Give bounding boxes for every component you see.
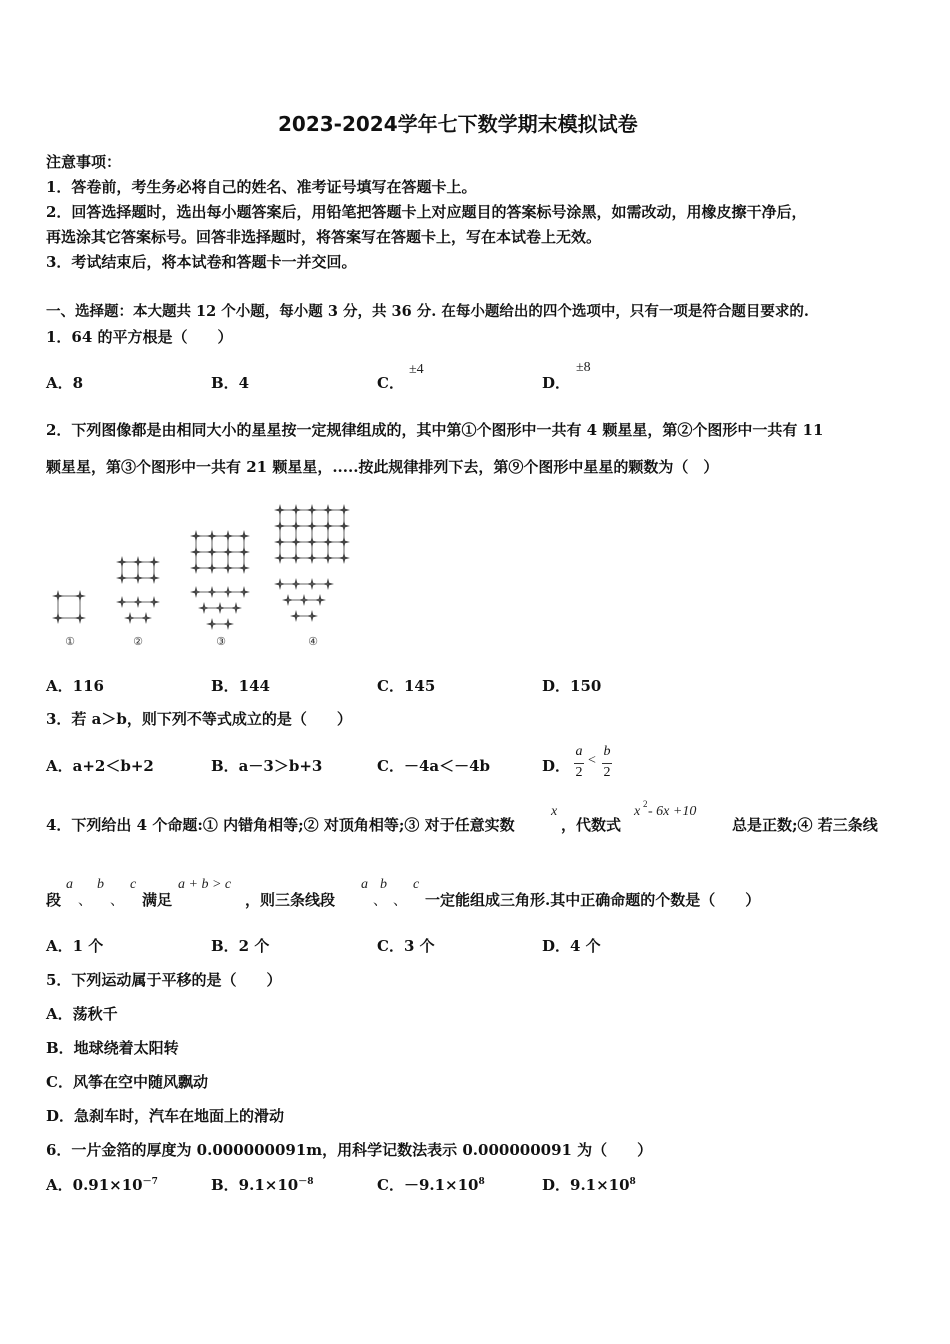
q4-var-b: b [97, 877, 104, 892]
q6-option-d: D．$9.1\times 10^8$ [542, 1176, 636, 1194]
q2-option-c: C．145 [377, 677, 436, 695]
q1-option-a: A．8 [46, 374, 84, 392]
q3-d-denominator-b: 2 [603, 765, 611, 780]
q4-var-a: a [66, 877, 73, 892]
q4-option-d: D．4 个 [542, 937, 601, 955]
star-shape [338, 552, 350, 564]
star-pattern-figure [46, 496, 356, 652]
star-shape [148, 556, 160, 568]
q4-var-c2: c [413, 877, 420, 892]
q4-stem-line1: 4．下列给出 4 个命题:① 内错角相等;② 对顶角相等;③ 对于任意实数 [46, 816, 515, 834]
star-shape [290, 536, 302, 548]
q3-d-less-than: < [588, 753, 596, 768]
q4-var-a2: a [361, 877, 368, 892]
q3-d-numerator-b: b [603, 744, 611, 759]
notice-item-2-cont: 再选涂其它答案标号。回答非选择题时，将答案写在答题卡上，写在本试卷上无效。 [46, 228, 602, 246]
star-shape [274, 504, 286, 516]
star-shape [190, 530, 202, 542]
notice-item-1: 1．答卷前，考生务必将自己的姓名、准考证号填写在答题卡上。 [46, 178, 477, 196]
notice-item-3: 3．考试结束后，将本试卷和答题卡一并交回。 [46, 253, 357, 271]
star-shape [206, 546, 218, 558]
q3-option-a: A．a+2＜b+2 [46, 757, 154, 775]
q5-option-a: A．荡秋千 [46, 1005, 118, 1023]
star-shape [74, 612, 86, 624]
q3-option-c: C．－4a＜－4b [377, 757, 491, 775]
q2-option-b: B．144 [211, 677, 270, 695]
fig-label-1: ① [65, 635, 75, 648]
star-shape [322, 536, 334, 548]
q1-option-d: D． [542, 374, 571, 392]
q2-stem-line2: 颗星星，第③个图形中一共有 21 颗星星，.....按此规律排列下去，第⑨个图形中星星的颗数为（ ） [46, 458, 719, 476]
notice-item-2: 2．回答选择题时，选出每小题答案后，用铅笔把答题卡上对应题目的答案标号涂黑，如需改动，用橡皮擦干净后， [46, 203, 807, 221]
q4-var-c: c [130, 877, 137, 892]
star-shape [74, 590, 86, 602]
star-shape [52, 612, 64, 624]
q4-algebra-label: ，代数式 [561, 816, 622, 834]
q4-sep-3: 、 [373, 894, 387, 909]
q4-var-b2: b [380, 877, 387, 892]
star-shape [322, 552, 334, 564]
star-shape [338, 536, 350, 548]
star-shape [274, 520, 286, 532]
star-shape [222, 530, 234, 542]
star-shape [222, 562, 234, 574]
star-shape [238, 530, 250, 542]
q3-d-numerator-a: a [575, 744, 583, 759]
star-shape [274, 536, 286, 548]
q4-option-c: C．3 个 [377, 937, 435, 955]
q1-option-d-math: ±8 [576, 360, 591, 375]
star-shape [306, 536, 318, 548]
q5-option-c: C．风筝在空中随风飘动 [46, 1073, 208, 1091]
star-shape [290, 504, 302, 516]
q1-stem: 1．64 的平方根是（ ） [46, 328, 233, 346]
star-shape [190, 546, 202, 558]
q4-inequality: a + b > c [178, 877, 232, 892]
q2-option-d: D．150 [542, 677, 602, 695]
star-shape [132, 572, 144, 584]
star-shape [206, 530, 218, 542]
q4-poly-rest: - 6x +10 [648, 804, 697, 819]
q4-option-b: B．2 个 [211, 937, 270, 955]
star-shape [52, 590, 64, 602]
star-shape [338, 520, 350, 532]
star-shape [238, 546, 250, 558]
q3-d-fraction-bar-a [574, 763, 584, 764]
q5-option-b: B．地球绕着太阳转 [46, 1039, 179, 1057]
star-shape [116, 556, 128, 568]
q3-stem: 3．若 a＞b，则下列不等式成立的是（ ） [46, 710, 352, 728]
page-title: 2023-2024学年七下数学期末模拟试卷 [278, 112, 638, 136]
q4-stem-line2-start: 段 [46, 891, 62, 909]
q4-var-x: x [551, 804, 558, 819]
star-shape [306, 504, 318, 516]
fig-label-4: ④ [308, 635, 318, 648]
q6-option-b: B．$9.1\times 10^{-8}$ [211, 1176, 314, 1194]
star-shape [290, 520, 302, 532]
q4-sep-1: 、 [78, 894, 92, 909]
fig-label-2: ② [133, 635, 143, 648]
star-shape [116, 572, 128, 584]
q4-stem-line2-end: 一定能组成三角形.其中正确命题的个数是（ ） [425, 891, 761, 909]
star-shape [306, 520, 318, 532]
star-shape [322, 520, 334, 532]
star-shape [148, 572, 160, 584]
star-shape [190, 562, 202, 574]
star-shape [238, 562, 250, 574]
q4-stem-line1-end: 总是正数;④ 若三条线 [732, 816, 878, 834]
q4-sep-4: 、 [393, 894, 407, 909]
q6-stem: 6．一片金箔的厚度为 0.000000091m，用科学记数法表示 0.000000091 为（ ） [46, 1141, 653, 1159]
star-shape [290, 552, 302, 564]
q3-d-fraction-bar-b [602, 763, 612, 764]
star-shape [306, 552, 318, 564]
q4-then-label: ，则三条线段 [245, 891, 336, 909]
q5-stem: 5．下列运动属于平移的是（ ） [46, 971, 282, 989]
fig-label-3: ③ [216, 635, 226, 648]
q4-satisfy-label: 满足 [142, 891, 173, 909]
q4-poly-exp: 2 [643, 799, 648, 809]
q4-option-a: A．1 个 [46, 937, 104, 955]
q3-d-denominator-a: 2 [575, 765, 583, 780]
q5-option-d: D．急刹车时，汽车在地面上的滑动 [46, 1107, 285, 1125]
q6-option-c: C．$-9.1\times 10^8$ [377, 1176, 485, 1194]
q1-option-c-math: ±4 [409, 362, 424, 377]
star-shape [222, 546, 234, 558]
star-shape [206, 562, 218, 574]
star-shape [322, 504, 334, 516]
q6-option-a: A．$0.91\times 10^{-7}$ [46, 1176, 158, 1194]
q4-sep-2: 、 [110, 894, 124, 909]
star-shape [132, 556, 144, 568]
star-shape [338, 504, 350, 516]
q3-option-d: D． [542, 757, 571, 775]
q2-stem-line1: 2．下列图像都是由相同大小的星星按一定规律组成的，其中第①个图形中一共有 4 颗星星，第②个图形中一共有 11 [46, 421, 824, 439]
section-heading: 一、选择题：本大题共 12 个小题，每小题 3 分，共 36 分. 在每小题给出的四个选项中，只有一项是符合题目要求的. [46, 303, 809, 320]
star-shape [274, 552, 286, 564]
q1-option-b: B．4 [211, 374, 250, 392]
notice-heading: 注意事项： [46, 153, 122, 171]
q4-poly-x: x [634, 804, 641, 819]
q3-option-b: B．a－3＞b+3 [211, 757, 323, 775]
q1-option-c: C． [377, 374, 404, 392]
q2-option-a: A．116 [46, 677, 104, 695]
